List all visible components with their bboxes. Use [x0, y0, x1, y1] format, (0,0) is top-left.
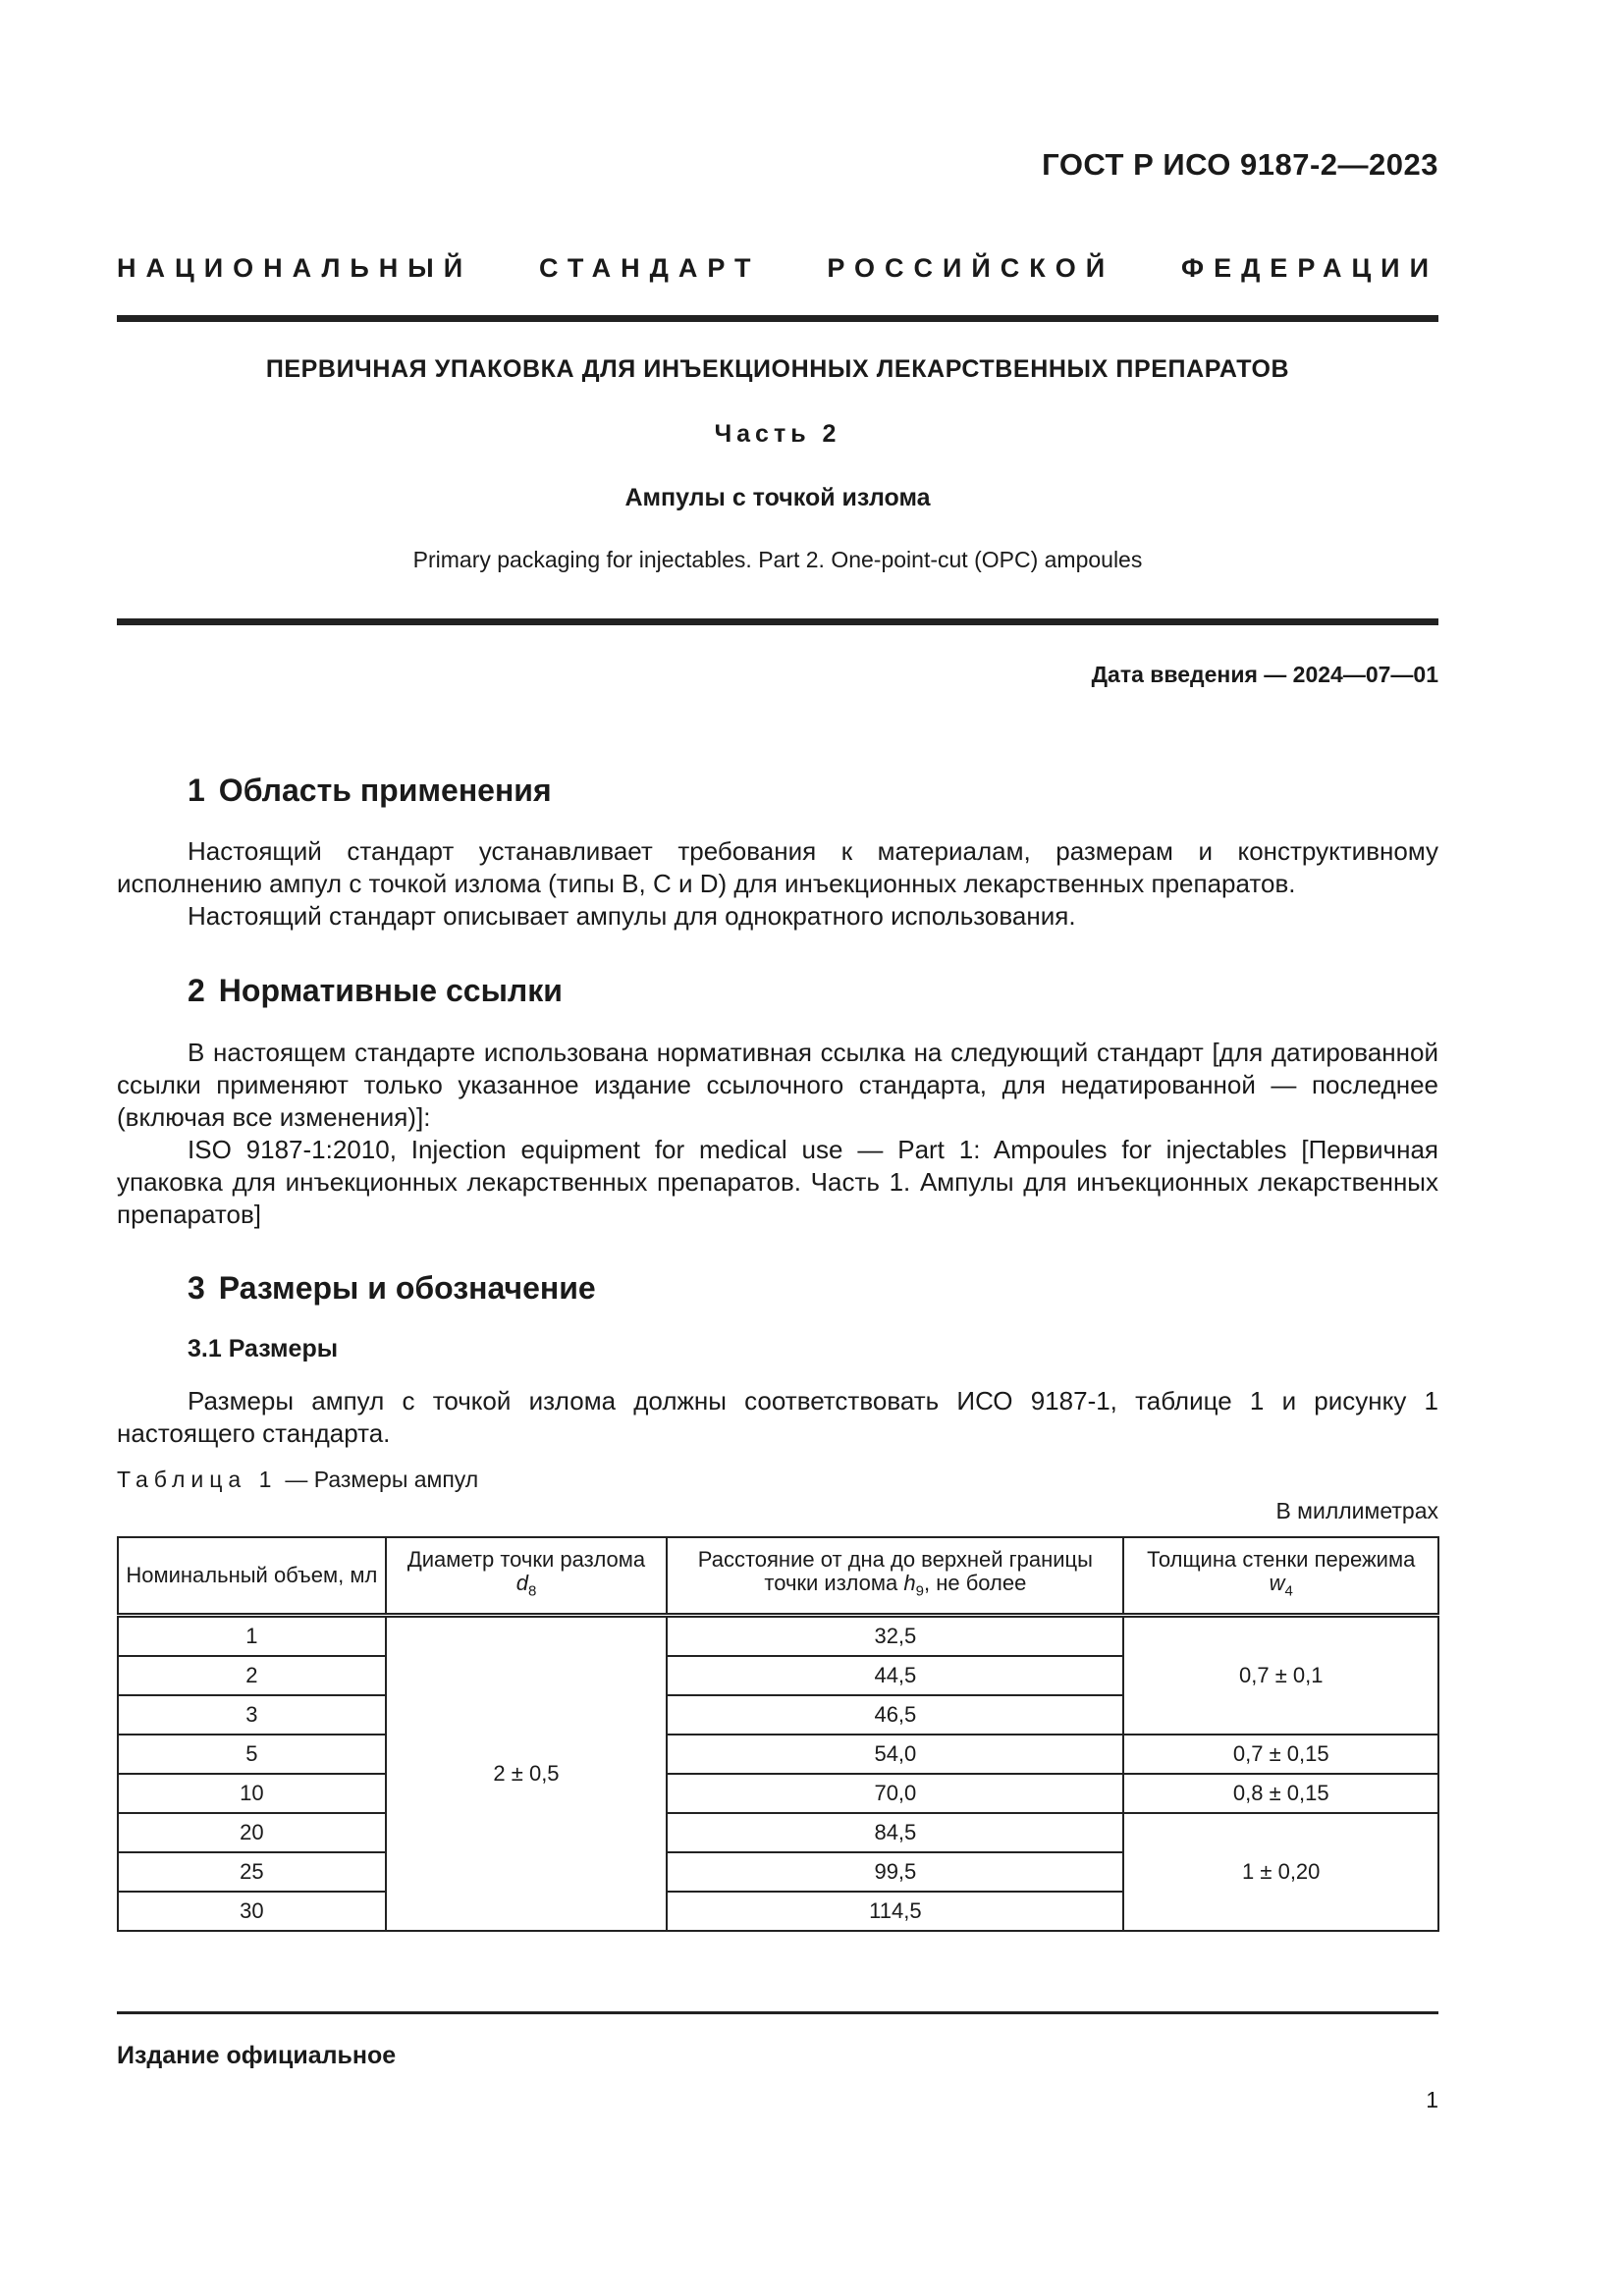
paragraph: Размеры ампул с точкой излома должны соответствовать ИСО 9187-1, таблице 1 и рисунку 1 настоящего стандарта.: [117, 1386, 1438, 1448]
subsection-heading-3-1: 3.1 Размеры: [188, 1335, 339, 1362]
table-caption: Таблица 1 — Размеры ампул: [117, 1467, 479, 1492]
national-standard-banner: НАЦИОНАЛЬНЫЙ СТАНДАРТ РОССИЙСКОЙ ФЕДЕРАЦИИ: [117, 253, 1438, 283]
section-heading-1: 1 Область применения: [188, 773, 552, 808]
table-cell: 44,5: [667, 1656, 1123, 1695]
table-row: [118, 1735, 1438, 1774]
table-cell: 70,0: [667, 1774, 1123, 1813]
header-volume: Номинальный объем, мл: [118, 1537, 386, 1616]
header-distance: Расстояние от дна до верхней границы точки излома $h_9$, не более: [667, 1537, 1123, 1616]
section-2-body: [117, 1037, 1438, 1231]
table-cell: 46,5: [667, 1695, 1123, 1735]
table-cell: 1 ± 0,20: [1123, 1813, 1438, 1931]
paragraph: В настоящем стандарте использована нормативная ссылка на следующий стандарт [для датированной ссылки применяют только указанное издание ссылочного стандарта, для недатированной — последнее (включая все изменения)]:: [117, 1038, 1438, 1132]
dimensions-table: [117, 1536, 1439, 1932]
paragraph: ISO 9187-1:2010, Injection equipment for medical use — Part 1: Ampoules for injectables [Первичная упаковка для инъекционных лекарственных препаратов. Часть 1. Ампулы для инъекционных лекарственных препаратов]: [117, 1135, 1438, 1229]
table-cell: 0,7 ± 0,15: [1123, 1735, 1438, 1774]
table-cell: 54,0: [667, 1735, 1123, 1774]
table-cell: 1: [118, 1616, 386, 1657]
header-wall-thickness: Толщина стенки пережима $w_4$: [1123, 1537, 1438, 1616]
section-heading-3: 3 Размеры и обозначение: [188, 1270, 596, 1306]
document-subtitle: Ампулы с точкой излома: [624, 484, 931, 511]
table-cell: 99,5: [667, 1852, 1123, 1892]
table-cell: 114,5: [667, 1892, 1123, 1931]
table-cell: 0,7 ± 0,1: [1123, 1616, 1438, 1735]
table-cell: 20: [118, 1813, 386, 1852]
table-cell: 84,5: [667, 1813, 1123, 1852]
gost-number: ГОСТ Р ИСО 9187-2—2023: [1042, 147, 1438, 182]
document-title: ПЕРВИЧНАЯ УПАКОВКА ДЛЯ ИНЪЕКЦИОННЫХ ЛЕКАРСТВЕННЫХ ПРЕПАРАТОВ: [265, 355, 1290, 383]
table-cell: 30: [118, 1892, 386, 1931]
footer-divider: [117, 2011, 1438, 2014]
table-cell: 0,8 ± 0,15: [1123, 1774, 1438, 1813]
header-divider: [117, 315, 1438, 322]
document-part: Часть 2: [714, 420, 841, 448]
table-header-row: [118, 1537, 1438, 1616]
section-heading-2: 2 Нормативные ссылки: [188, 973, 563, 1008]
paragraph: Настоящий стандарт описывает ампулы для однократного использования.: [188, 901, 1076, 931]
section-3-body: [117, 1385, 1438, 1450]
paragraph: Настоящий стандарт устанавливает требования к материалам, размерам и конструктивному исполнению ампул с точкой излома (типы B, C и D) для инъекционных лекарственных препаратов.: [117, 836, 1438, 898]
section-1-body: [117, 835, 1438, 933]
document-title-english: Primary packaging for injectables. Part 2. One-point-cut (OPC) ampoules: [412, 547, 1143, 572]
title-divider: [117, 618, 1438, 625]
table-row: [118, 1813, 1438, 1852]
table-cell: 10: [118, 1774, 386, 1813]
table-cell: 2 ± 0,5: [386, 1616, 668, 1932]
table-row: [118, 1616, 1438, 1657]
introduction-date: Дата введения — 2024—07—01: [1091, 662, 1438, 687]
table-cell: 25: [118, 1852, 386, 1892]
official-edition-label: Издание официальное: [117, 2042, 397, 2069]
page-number: 1: [1426, 2087, 1438, 2112]
table-cell: 5: [118, 1735, 386, 1774]
header-diameter: Диаметр точки разлома $d_8$: [386, 1537, 668, 1616]
table-cell: 2: [118, 1656, 386, 1695]
table-cell: 32,5: [667, 1616, 1123, 1657]
table-cell: 3: [118, 1695, 386, 1735]
table-row: [118, 1774, 1438, 1813]
table-units: В миллиметрах: [1275, 1498, 1438, 1523]
